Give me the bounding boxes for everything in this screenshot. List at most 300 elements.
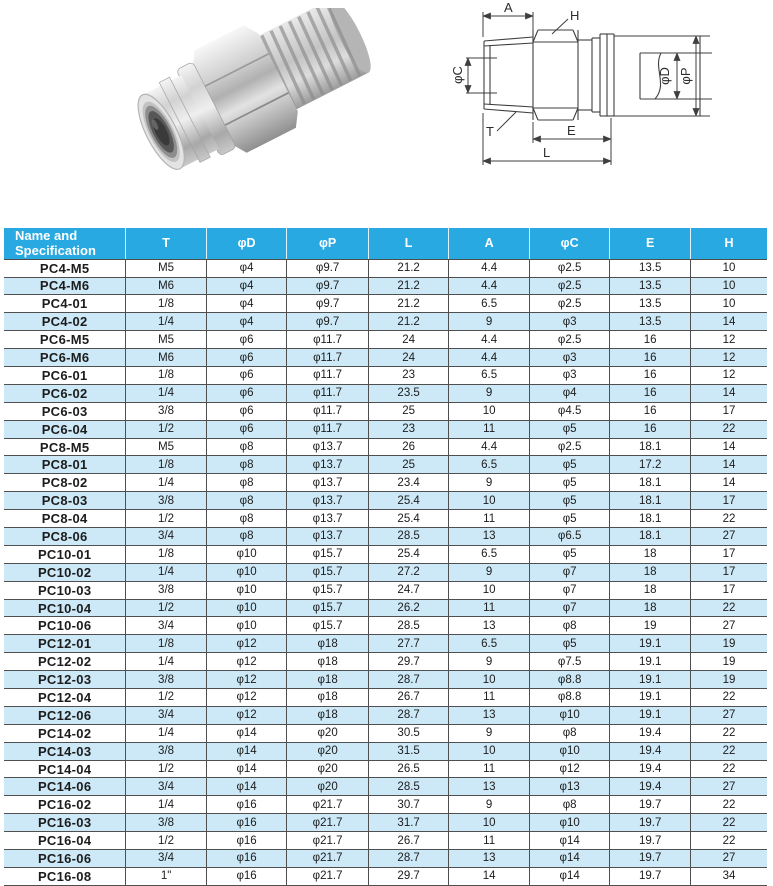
cell-a: 9	[449, 384, 530, 402]
cell-thread: 1/8	[126, 456, 207, 474]
table-row	[4, 510, 767, 528]
cell-e: 18	[610, 599, 691, 617]
cell-phi-d: φ4	[206, 277, 287, 295]
cell-phi-p: φ11.7	[287, 331, 369, 349]
cell-phi-c: φ14	[529, 832, 610, 850]
cell-thread: 3/8	[126, 671, 207, 689]
table-row	[4, 313, 767, 331]
cell-e: 13.5	[610, 313, 691, 331]
cell-thread: 3/8	[126, 492, 207, 510]
cell-phi-c: φ10	[529, 742, 610, 760]
cell-thread: 1"	[126, 867, 207, 885]
cell-phi-c: φ8.8	[529, 671, 610, 689]
cell-h: 22	[690, 796, 767, 814]
cell-thread: 1/4	[126, 563, 207, 581]
cell-phi-p: φ13.7	[287, 474, 369, 492]
cell-h: 17	[690, 545, 767, 563]
table-row	[4, 456, 767, 474]
cell-thread: 1/8	[126, 545, 207, 563]
cell-h: 22	[690, 760, 767, 778]
cell-phi-d: φ14	[206, 742, 287, 760]
cell-model: PC6-01	[4, 367, 126, 385]
cell-phi-p: φ20	[287, 760, 369, 778]
col-header-phi-p: φP	[287, 228, 369, 259]
cell-phi-c: φ10	[529, 814, 610, 832]
cell-l: 24	[368, 331, 449, 349]
cell-phi-p: φ15.7	[287, 545, 369, 563]
cell-h: 19	[690, 671, 767, 689]
cell-e: 13.5	[610, 259, 691, 277]
cell-h: 14	[690, 313, 767, 331]
cell-phi-p: φ9.7	[287, 259, 369, 277]
cell-phi-p: φ11.7	[287, 367, 369, 385]
cell-phi-c: φ3	[529, 367, 610, 385]
cell-phi-p: φ20	[287, 742, 369, 760]
cell-l: 31.5	[368, 742, 449, 760]
cell-phi-c: φ8	[529, 617, 610, 635]
cell-phi-c: φ13	[529, 778, 610, 796]
cell-l: 23	[368, 367, 449, 385]
cell-l: 29.7	[368, 653, 449, 671]
cell-phi-d: φ14	[206, 778, 287, 796]
cell-phi-d: φ10	[206, 545, 287, 563]
cell-thread: 3/4	[126, 850, 207, 868]
cell-phi-d: φ4	[206, 259, 287, 277]
cell-e: 19.1	[610, 689, 691, 707]
table-row	[4, 402, 767, 420]
cell-phi-p: φ11.7	[287, 420, 369, 438]
col-header-a: A	[449, 228, 530, 259]
col-header-name-spec: Name and Specification	[4, 228, 126, 259]
cell-e: 19	[610, 617, 691, 635]
cell-thread: 3/4	[126, 617, 207, 635]
cell-e: 18	[610, 563, 691, 581]
cell-e: 13.5	[610, 277, 691, 295]
cell-a: 4.4	[449, 331, 530, 349]
table-row	[4, 331, 767, 349]
cell-phi-p: φ15.7	[287, 617, 369, 635]
cell-phi-c: φ5	[529, 510, 610, 528]
dim-label-E: E	[567, 123, 576, 138]
cell-phi-d: φ6	[206, 420, 287, 438]
table-row	[4, 689, 767, 707]
cell-h: 17	[690, 492, 767, 510]
cell-phi-c: φ5	[529, 492, 610, 510]
cell-thread: M5	[126, 331, 207, 349]
cell-phi-c: φ10	[529, 706, 610, 724]
cell-l: 23.4	[368, 474, 449, 492]
cell-phi-d: φ10	[206, 581, 287, 599]
table-row	[4, 760, 767, 778]
cell-model: PC16-03	[4, 814, 126, 832]
cell-model: PC6-M6	[4, 349, 126, 367]
cell-h: 17	[690, 581, 767, 599]
table-row	[4, 528, 767, 546]
cell-thread: 1/4	[126, 313, 207, 331]
cell-thread: 3/4	[126, 528, 207, 546]
cell-phi-p: φ9.7	[287, 277, 369, 295]
cell-thread: 1/4	[126, 474, 207, 492]
cell-thread: 1/2	[126, 689, 207, 707]
cell-l: 25	[368, 456, 449, 474]
cell-a: 6.5	[449, 456, 530, 474]
col-header-phi-d: φD	[206, 228, 287, 259]
cell-e: 19.4	[610, 742, 691, 760]
cell-e: 19.7	[610, 814, 691, 832]
cell-phi-c: φ7	[529, 599, 610, 617]
cell-model: PC4-02	[4, 313, 126, 331]
cell-model: PC6-03	[4, 402, 126, 420]
cell-a: 10	[449, 814, 530, 832]
cell-e: 19.7	[610, 832, 691, 850]
cell-phi-p: φ20	[287, 724, 369, 742]
cell-h: 22	[690, 689, 767, 707]
cell-h: 22	[690, 599, 767, 617]
cell-l: 25.4	[368, 510, 449, 528]
cell-phi-c: φ2.5	[529, 438, 610, 456]
cell-phi-p: φ21.7	[287, 796, 369, 814]
table-row	[4, 599, 767, 617]
cell-h: 27	[690, 528, 767, 546]
cell-h: 22	[690, 742, 767, 760]
cell-phi-d: φ12	[206, 706, 287, 724]
cell-phi-d: φ6	[206, 331, 287, 349]
table-row	[4, 724, 767, 742]
cell-phi-d: φ4	[206, 295, 287, 313]
cell-phi-p: φ13.7	[287, 528, 369, 546]
cell-a: 4.4	[449, 277, 530, 295]
cell-l: 28.7	[368, 671, 449, 689]
table-row	[4, 653, 767, 671]
table-row	[4, 492, 767, 510]
cell-l: 21.2	[368, 295, 449, 313]
cell-e: 19.1	[610, 671, 691, 689]
table-row	[4, 617, 767, 635]
cell-phi-c: φ7	[529, 563, 610, 581]
cell-phi-c: φ7.5	[529, 653, 610, 671]
cell-phi-p: φ13.7	[287, 456, 369, 474]
cell-phi-c: φ4	[529, 384, 610, 402]
cell-phi-p: φ21.7	[287, 867, 369, 885]
table-row	[4, 581, 767, 599]
cell-phi-p: φ9.7	[287, 313, 369, 331]
cell-a: 9	[449, 474, 530, 492]
cell-e: 16	[610, 402, 691, 420]
table-row	[4, 671, 767, 689]
cell-h: 19	[690, 653, 767, 671]
cell-e: 18.1	[610, 474, 691, 492]
cell-phi-p: φ11.7	[287, 349, 369, 367]
cell-e: 18	[610, 545, 691, 563]
cell-l: 30.5	[368, 724, 449, 742]
cell-a: 10	[449, 492, 530, 510]
cell-e: 18.1	[610, 510, 691, 528]
cell-thread: 1/2	[126, 760, 207, 778]
cell-thread: 1/4	[126, 653, 207, 671]
cell-thread: 1/4	[126, 384, 207, 402]
cell-l: 26.7	[368, 689, 449, 707]
cell-model: PC10-06	[4, 617, 126, 635]
cell-l: 21.2	[368, 313, 449, 331]
cell-phi-c: φ5	[529, 545, 610, 563]
cell-phi-c: φ2.5	[529, 295, 610, 313]
cell-phi-d: φ10	[206, 617, 287, 635]
cell-h: 14	[690, 456, 767, 474]
cell-model: PC4-M6	[4, 277, 126, 295]
cell-a: 10	[449, 402, 530, 420]
cell-phi-d: φ8	[206, 456, 287, 474]
col-header-phi-c: φC	[529, 228, 610, 259]
table-row	[4, 277, 767, 295]
cell-e: 16	[610, 384, 691, 402]
cell-e: 17.2	[610, 456, 691, 474]
cell-h: 27	[690, 850, 767, 868]
cell-phi-d: φ6	[206, 384, 287, 402]
cell-phi-c: φ14	[529, 850, 610, 868]
cell-phi-c: φ8	[529, 724, 610, 742]
cell-thread: 1/4	[126, 724, 207, 742]
cell-model: PC4-M5	[4, 259, 126, 277]
cell-l: 28.7	[368, 850, 449, 868]
cell-phi-p: φ18	[287, 653, 369, 671]
cell-thread: 1/8	[126, 635, 207, 653]
cell-model: PC12-01	[4, 635, 126, 653]
cell-a: 11	[449, 510, 530, 528]
cell-h: 12	[690, 349, 767, 367]
cell-phi-d: φ10	[206, 563, 287, 581]
cell-l: 25	[368, 402, 449, 420]
cell-a: 9	[449, 796, 530, 814]
cell-h: 22	[690, 510, 767, 528]
cell-h: 19	[690, 635, 767, 653]
cell-model: PC12-06	[4, 706, 126, 724]
cell-h: 27	[690, 778, 767, 796]
table-row	[4, 850, 767, 868]
cell-thread: 1/8	[126, 295, 207, 313]
table-row	[4, 778, 767, 796]
cell-e: 19.7	[610, 867, 691, 885]
cell-h: 27	[690, 617, 767, 635]
cell-model: PC16-08	[4, 867, 126, 885]
cell-thread: M5	[126, 259, 207, 277]
cell-phi-c: φ14	[529, 867, 610, 885]
dimension-diagram	[430, 0, 773, 218]
cell-l: 26.2	[368, 599, 449, 617]
cell-a: 6.5	[449, 635, 530, 653]
table-row	[4, 706, 767, 724]
cell-l: 27.7	[368, 635, 449, 653]
table-row	[4, 438, 767, 456]
cell-a: 11	[449, 760, 530, 778]
cell-phi-c: φ8.8	[529, 689, 610, 707]
table-row	[4, 832, 767, 850]
cell-phi-d: φ8	[206, 510, 287, 528]
cell-h: 34	[690, 867, 767, 885]
cell-thread: 1/2	[126, 599, 207, 617]
col-header-l: L	[368, 228, 449, 259]
cell-a: 13	[449, 778, 530, 796]
cell-h: 10	[690, 295, 767, 313]
cell-e: 16	[610, 367, 691, 385]
cell-phi-p: φ18	[287, 671, 369, 689]
cell-phi-p: φ15.7	[287, 599, 369, 617]
cell-phi-c: φ5	[529, 474, 610, 492]
cell-l: 28.5	[368, 617, 449, 635]
table-row	[4, 545, 767, 563]
cell-model: PC6-M5	[4, 331, 126, 349]
cell-a: 13	[449, 617, 530, 635]
cell-phi-c: φ2.5	[529, 331, 610, 349]
cell-phi-c: φ12	[529, 760, 610, 778]
cell-phi-c: φ8	[529, 796, 610, 814]
cell-e: 16	[610, 420, 691, 438]
cell-h: 17	[690, 563, 767, 581]
cell-l: 26.7	[368, 832, 449, 850]
top-section	[0, 0, 773, 226]
cell-e: 16	[610, 331, 691, 349]
cell-model: PC6-04	[4, 420, 126, 438]
cell-phi-d: φ16	[206, 796, 287, 814]
cell-phi-c: φ4.5	[529, 402, 610, 420]
cell-thread: 1/8	[126, 367, 207, 385]
table-row	[4, 384, 767, 402]
cell-model: PC10-02	[4, 563, 126, 581]
cell-a: 11	[449, 832, 530, 850]
cell-h: 27	[690, 706, 767, 724]
cell-model: PC8-M5	[4, 438, 126, 456]
cell-e: 16	[610, 349, 691, 367]
cell-e: 19.1	[610, 653, 691, 671]
product-photo	[95, 8, 385, 208]
cell-thread: 1/2	[126, 832, 207, 850]
table-row	[4, 295, 767, 313]
cell-phi-d: φ6	[206, 367, 287, 385]
cell-phi-d: φ12	[206, 635, 287, 653]
cell-l: 25.4	[368, 492, 449, 510]
cell-phi-c: φ5	[529, 456, 610, 474]
table-row	[4, 349, 767, 367]
cell-model: PC14-04	[4, 760, 126, 778]
cell-l: 23.5	[368, 384, 449, 402]
cell-l: 23	[368, 420, 449, 438]
cell-h: 14	[690, 438, 767, 456]
cell-l: 21.2	[368, 259, 449, 277]
cell-a: 11	[449, 599, 530, 617]
cell-phi-c: φ3	[529, 313, 610, 331]
cell-e: 19.1	[610, 635, 691, 653]
cell-model: PC12-03	[4, 671, 126, 689]
cell-phi-p: φ21.7	[287, 814, 369, 832]
col-header-e: E	[610, 228, 691, 259]
cell-a: 9	[449, 313, 530, 331]
cell-a: 4.4	[449, 349, 530, 367]
cell-phi-c: φ6.5	[529, 528, 610, 546]
cell-thread: 3/8	[126, 742, 207, 760]
cell-e: 19.4	[610, 760, 691, 778]
cell-thread: M5	[126, 438, 207, 456]
cell-thread: M6	[126, 349, 207, 367]
cell-phi-d: φ8	[206, 492, 287, 510]
cell-phi-p: φ15.7	[287, 563, 369, 581]
cell-h: 10	[690, 277, 767, 295]
cell-thread: 1/2	[126, 510, 207, 528]
cell-a: 6.5	[449, 295, 530, 313]
cell-h: 14	[690, 474, 767, 492]
cell-a: 6.5	[449, 545, 530, 563]
cell-model: PC10-04	[4, 599, 126, 617]
cell-phi-p: φ15.7	[287, 581, 369, 599]
cell-phi-p: φ13.7	[287, 438, 369, 456]
table-header-row	[4, 228, 767, 259]
cell-a: 10	[449, 671, 530, 689]
cell-phi-p: φ18	[287, 689, 369, 707]
cell-h: 12	[690, 367, 767, 385]
cell-model: PC10-01	[4, 545, 126, 563]
cell-a: 4.4	[449, 438, 530, 456]
cell-thread: 3/8	[126, 581, 207, 599]
cell-thread: 3/4	[126, 778, 207, 796]
cell-model: PC12-02	[4, 653, 126, 671]
cell-phi-d: φ14	[206, 724, 287, 742]
cell-phi-c: φ5	[529, 420, 610, 438]
cell-l: 27.2	[368, 563, 449, 581]
cell-e: 19.7	[610, 850, 691, 868]
cell-model: PC10-03	[4, 581, 126, 599]
cell-l: 28.7	[368, 706, 449, 724]
cell-model: PC8-03	[4, 492, 126, 510]
cell-phi-p: φ9.7	[287, 295, 369, 313]
cell-phi-d: φ12	[206, 653, 287, 671]
table-row	[4, 420, 767, 438]
cell-phi-c: φ7	[529, 581, 610, 599]
cell-phi-d: φ16	[206, 814, 287, 832]
cell-phi-p: φ21.7	[287, 832, 369, 850]
cell-a: 4.4	[449, 259, 530, 277]
cell-phi-d: φ16	[206, 867, 287, 885]
cell-a: 11	[449, 420, 530, 438]
table-row	[4, 742, 767, 760]
cell-phi-d: φ12	[206, 671, 287, 689]
cell-l: 26.5	[368, 760, 449, 778]
table-row	[4, 867, 767, 885]
cell-e: 19.7	[610, 796, 691, 814]
cell-e: 19.1	[610, 706, 691, 724]
cell-model: PC14-06	[4, 778, 126, 796]
cell-a: 14	[449, 867, 530, 885]
dim-label-phiD: φD	[657, 67, 672, 85]
cell-phi-p: φ20	[287, 778, 369, 796]
cell-thread: 3/8	[126, 814, 207, 832]
cell-thread: 1/4	[126, 796, 207, 814]
cell-phi-d: φ16	[206, 832, 287, 850]
cell-a: 10	[449, 742, 530, 760]
cell-h: 17	[690, 402, 767, 420]
cell-thread: M6	[126, 277, 207, 295]
cell-l: 26	[368, 438, 449, 456]
cell-e: 18.1	[610, 438, 691, 456]
cell-model: PC8-06	[4, 528, 126, 546]
cell-a: 6.5	[449, 367, 530, 385]
cell-a: 10	[449, 581, 530, 599]
cell-phi-d: φ14	[206, 760, 287, 778]
cell-thread: 3/8	[126, 402, 207, 420]
cell-thread: 1/2	[126, 420, 207, 438]
table-body	[4, 259, 767, 885]
cell-phi-c: φ2.5	[529, 277, 610, 295]
dim-label-H: H	[570, 8, 580, 23]
dim-label-A: A	[504, 0, 513, 15]
cell-phi-d: φ8	[206, 438, 287, 456]
